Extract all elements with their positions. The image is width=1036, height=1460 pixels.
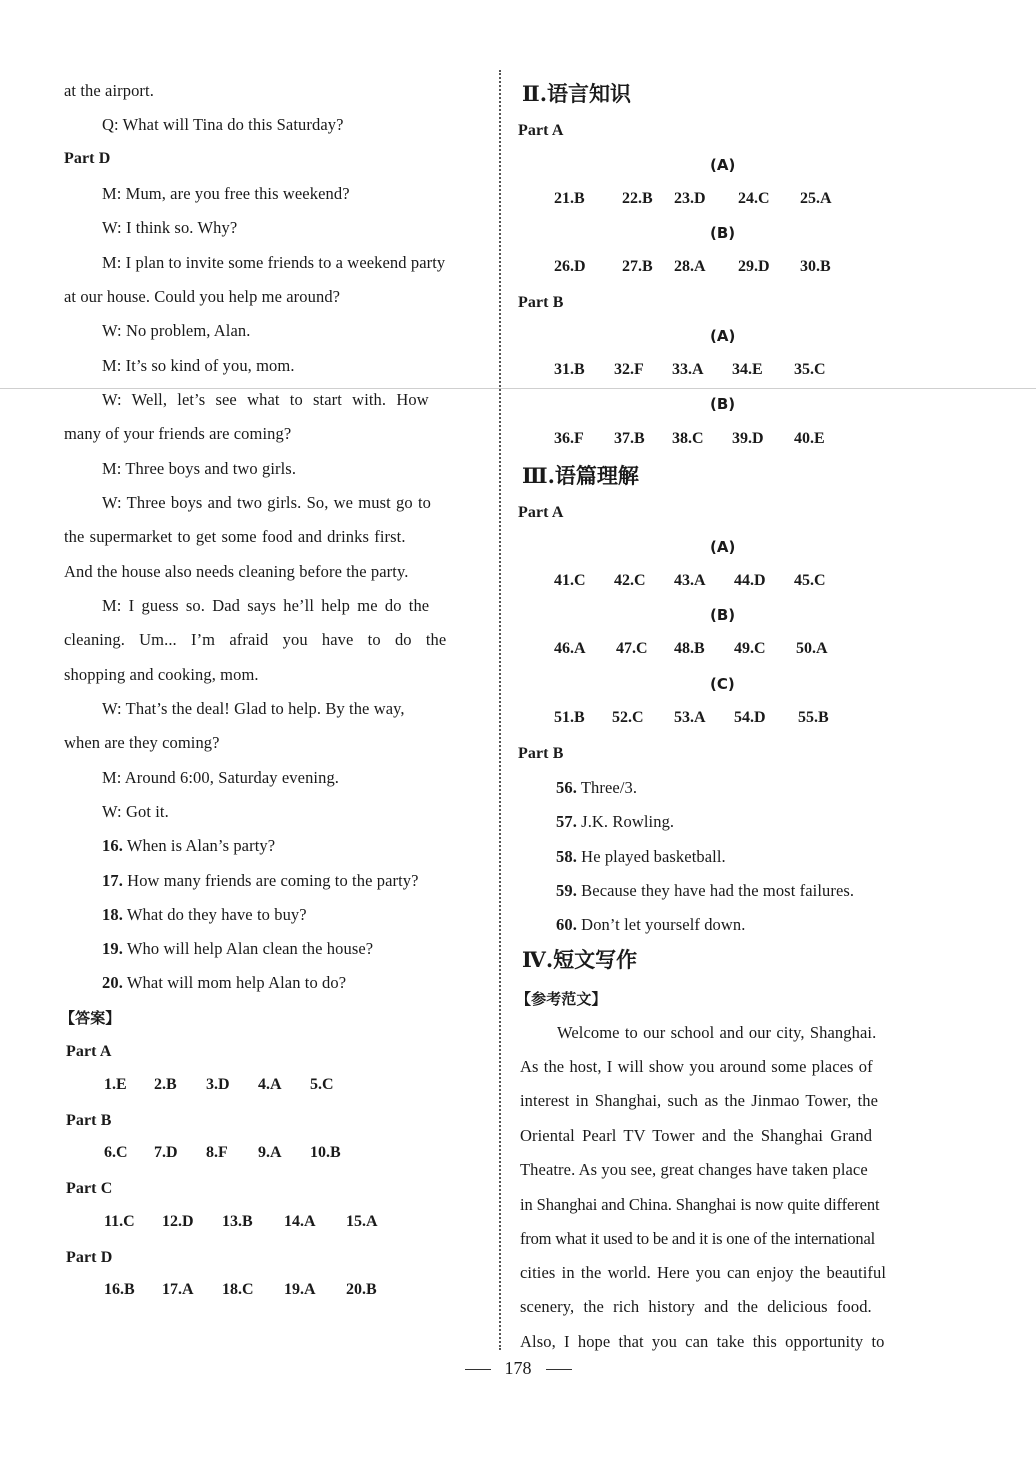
text-line: M: I plan to invite some friends to a weekend party (102, 253, 446, 272)
text-line: M: Mum, are you free this weekend? (102, 184, 350, 203)
essay-line: cities in the world. Here you can enjoy the beautiful (520, 1263, 887, 1282)
text-line: Q: What will Tina do this Saturday? (102, 115, 344, 134)
section-title: Ⅳ.短文写作 (522, 947, 638, 972)
essay-line: in Shanghai and China. Shanghai is now quite different (520, 1195, 880, 1214)
part-label: Part C (66, 1180, 113, 1197)
part-label: Part B (66, 1112, 112, 1129)
reference-heading: 【参考范文】 (516, 990, 607, 1008)
dash-left (465, 1369, 491, 1370)
text-line: the supermarket to get some food and drinks first. (64, 527, 406, 546)
text-line: W: No problem, Alan. (102, 321, 251, 340)
text-line: at the airport. (64, 81, 154, 100)
sub-label: (A) (710, 538, 736, 556)
answer-row: 1.E 2.B 3.D 4.A 5.C (104, 1076, 334, 1093)
sub-label: (B) (710, 395, 736, 413)
answer-heading: 【答案】 (60, 1009, 121, 1027)
essay-line: scenery, the rich history and the delicious food. (520, 1297, 872, 1316)
text-line: W: That’s the deal! Glad to help. By the way, (102, 699, 405, 718)
text-line: And the house also needs cleaning before the party. (64, 562, 409, 581)
answer-row: 51.B 52.C 53.A 54.D 55.B (554, 709, 829, 726)
answer-row: 6.C 7.D 8.F 9.A 10.B (104, 1144, 341, 1161)
essay-line: Also, I hope that you can take this opportunity to (520, 1332, 885, 1351)
answer-row: 26.D 27.B 28.A 29.D 30.B (554, 258, 831, 275)
essay-line: Welcome to our school and our city, Shanghai. (557, 1023, 877, 1042)
answer-row: 16.B 17.A 18.C 19.A 20.B (104, 1281, 377, 1298)
page-number: 178 (0, 1358, 1036, 1379)
answer-item: 57. J.K. Rowling. (556, 812, 675, 831)
answer-item: 59. Because they have had the most failures. (556, 881, 855, 900)
section-title: Ⅲ.语篇理解 (522, 463, 639, 488)
answer-row: 21.B 22.B 23.D 24.C 25.A (554, 190, 832, 207)
answer-item: 58. He played basketball. (556, 847, 726, 866)
part-label: Part A (518, 122, 564, 139)
dash-right (546, 1369, 572, 1370)
answer-item: 56. Three/3. (556, 778, 638, 797)
answer-item: 60. Don’t let yourself down. (556, 915, 746, 934)
text-line: W: Well, let’s see what to start with. How (102, 390, 429, 409)
part-label: Part B (518, 294, 564, 311)
text-line: W: I think so. Why? (102, 218, 238, 237)
essay-line: As the host, I will show you around some places of (520, 1057, 873, 1076)
essay-line: Oriental Pearl TV Tower and the Shanghai Grand (520, 1126, 873, 1145)
text-line: many of your friends are coming? (64, 424, 292, 443)
text-line: M: I guess so. Dad says he’ll help me do the (102, 596, 430, 615)
part-label: Part D (66, 1249, 113, 1266)
question-item: 20. What will mom help Alan to do? (102, 973, 347, 992)
sub-label: (B) (710, 224, 736, 242)
sub-label: (A) (710, 156, 736, 174)
section-title: Ⅱ.语言知识 (522, 81, 632, 106)
answer-row: 36.F 37.B 38.C 39.D 40.E (554, 430, 825, 447)
text-line: M: Around 6:00, Saturday evening. (102, 768, 340, 787)
part-label: Part A (66, 1043, 112, 1060)
answer-row: 46.A 47.C 48.B 49.C 50.A (554, 640, 828, 657)
part-label: Part D (64, 150, 111, 167)
text-line: shopping and cooking, mom. (64, 665, 259, 684)
text-line: W: Got it. (102, 802, 169, 821)
answer-row: 31.B 32.F 33.A 34.E 35.C (554, 361, 826, 378)
part-label: Part B (518, 745, 564, 762)
essay-line: Theatre. As you see, great changes have taken place (520, 1160, 868, 1179)
essay-line: from what it used to be and it is one of the international (520, 1229, 875, 1248)
sub-label: (A) (710, 327, 736, 345)
sub-label: (B) (710, 606, 736, 624)
question-item: 18. What do they have to buy? (102, 905, 307, 924)
text-line: M: Three boys and two girls. (102, 459, 297, 478)
part-label: Part A (518, 504, 564, 521)
sub-label: (C) (710, 675, 735, 693)
answer-row: 41.C 42.C 43.A 44.D 45.C (554, 572, 826, 589)
answer-row: 11.C 12.D 13.B 14.A 15.A (104, 1213, 378, 1230)
text-line: M: It’s so kind of you, mom. (102, 356, 295, 375)
text-line: W: Three boys and two girls. So, we must go to (102, 493, 431, 512)
question-item: 19. Who will help Alan clean the house? (102, 939, 374, 958)
text-line: at our house. Could you help me around? (64, 287, 341, 306)
column-divider (499, 70, 501, 1350)
question-item: 16. When is Alan’s party? (102, 836, 276, 855)
essay-line: interest in Shanghai, such as the Jinmao Tower, the (520, 1091, 879, 1110)
text-line: cleaning. Um... I’m afraid you have to do the (64, 630, 447, 649)
question-item: 17. How many friends are coming to the party? (102, 871, 419, 890)
text-line: when are they coming? (64, 733, 220, 752)
